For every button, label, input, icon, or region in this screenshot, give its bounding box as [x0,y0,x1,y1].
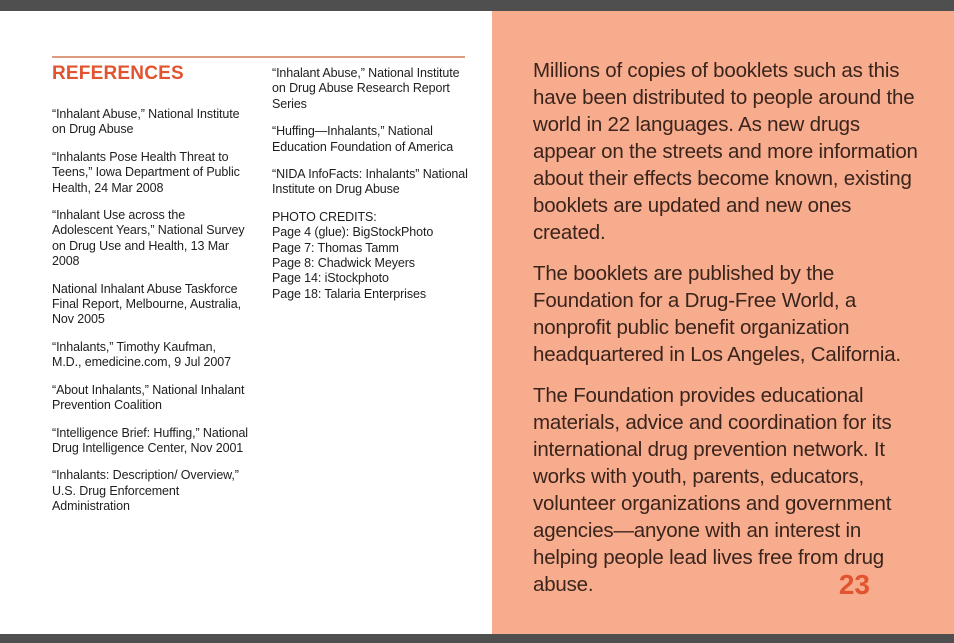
reference-item: “NIDA InfoFacts: Inhalants” National Institute on Drug Abuse [272,167,468,197]
reference-item: National Inhalant Abuse Taskforce Final Report, Melbourne, Australia, Nov 2005 [52,281,241,327]
about-paragraph: The booklets are published by the Foundation for a Drug-Free World, a nonprofit public benefit organization headquartered in Los Angeles, California. [533,262,901,366]
reference-item: “Intelligence Brief: Huffing,” National Drug Intelligence Center, Nov 2001 [52,425,248,455]
reference-item: “Inhalants: Description/ Overview,” U.S. Drug Enforcement Administration [52,468,239,514]
photo-credit-line: Page 4 (glue): BigStockPhoto [272,225,434,240]
reference-item: “Huffing—Inhalants,” National Education Foundation of America [272,124,454,154]
photo-credit-line: Page 8: Chadwick Meyers [272,256,415,271]
references-page [0,11,492,634]
reference-item: “Inhalants,” Timothy Kaufman, M.D., emedicine.com, 9 Jul 2007 [52,339,231,370]
references-column-1 [52,107,248,527]
references-column-2 [272,66,472,302]
reference-item: “Inhalant Abuse,” National Institute on Drug Abuse Research Report Series [272,66,460,111]
reference-item: “Inhalant Abuse,” National Institute on Drug Abuse [52,107,240,137]
reference-item: “Inhalants Pose Health Threat to Teens,” Iowa Department of Public Health, 24 Mar 2008 [52,149,240,195]
photo-credit-line: Page 7: Thomas Tamm [272,240,399,255]
about-page [492,11,954,634]
reference-item: “Inhalant Use across the Adolescent Years,” National Survey on Drug Use and Health, 13 Mar 2008 [52,208,245,269]
about-paragraph: The Foundation provides educational materials, advice and coordination for its international drug prevention network. It works with youth, parents, educators, volunteer organizations and government agencies—anyone with an interest in helping people lead lives free from drug abuse. [533,384,892,596]
heading-rule [52,56,465,58]
photo-credits [272,210,472,302]
about-text [533,57,927,612]
photo-credit-line: Page 18: Talaria Enterprises [272,286,427,301]
about-paragraph: Millions of copies of booklets such as this have been distributed to people around the world in 22 languages. As new drugs appear on the streets and more information about their effects become known, existing booklets are updated and new ones created. [533,59,918,244]
page-number: 23 [838,569,870,600]
reference-item: “About Inhalants,” National Inhalant Prevention Coalition [52,382,245,413]
top-border-bar [0,0,954,11]
photo-credits-title: PHOTO CREDITS: [272,209,377,224]
references-heading: REFERENCES [52,63,184,84]
photo-credit-line: Page 14: iStockphoto [272,271,389,286]
bottom-border-bar [0,634,954,643]
